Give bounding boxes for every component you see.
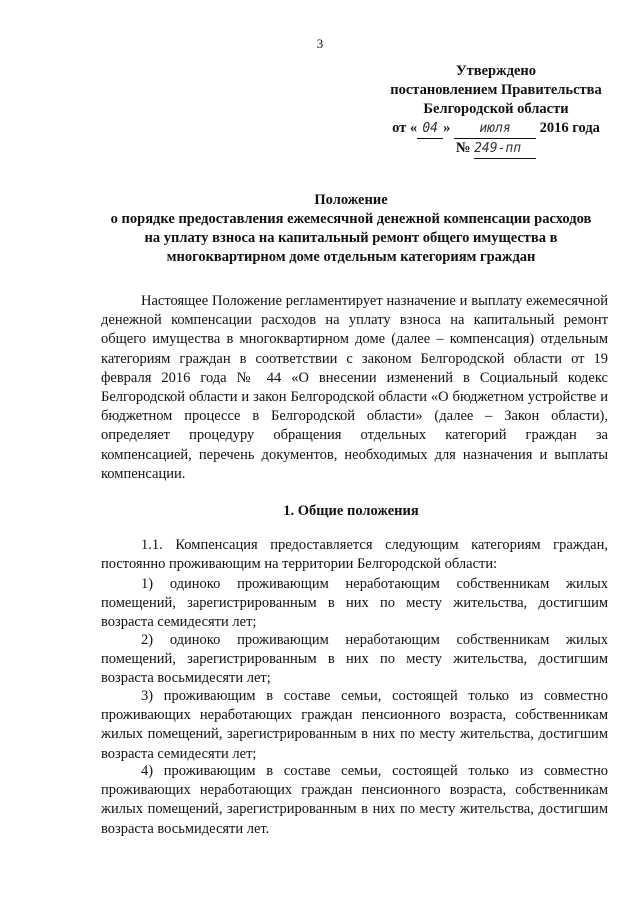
- document-title: [86, 191, 616, 267]
- page-number: 3: [316, 36, 324, 51]
- approval-date-year: 2016 года: [539, 120, 600, 136]
- approval-date-day: 04: [417, 119, 443, 139]
- approval-line-approved: Утверждено: [456, 63, 536, 79]
- list-item-3: 3) проживающим в составе семьи, состоящей только из совместно проживающих неработающих граждан пенсионного возраста, собственникам жилых помещений, зарегистрированным в них по месту жительства, достигшим возраста семидесяти лет;: [101, 688, 608, 762]
- approval-number-value: 249-пп: [474, 139, 536, 159]
- list-item-2: 2) одиноко проживающим неработающим собственникам жилых помещений, зарегистрированным в них по месту жительства, достигшим возраста восьмидесяти лет;: [101, 632, 608, 687]
- approval-line-decree: постановлением Правительства: [390, 82, 602, 98]
- section-heading-general: 1. Общие положения: [283, 503, 419, 519]
- approval-line-region: Белгородской области: [423, 101, 569, 117]
- approval-block: [376, 62, 616, 159]
- approval-date-prefix: от «: [392, 120, 418, 136]
- intro-paragraph: Настоящее Положение регламентирует назначение и выплату ежемесячной денежной компенсации расходов на уплату взноса на капитальный ремонт общего имущества в многоквартирном доме (далее – компенсация) отдельным категориям граждан в соответствии с законом Белгородской области от 19 февраля 2016 года № 44 «О внесении изменений в Социальный кодекс Белгородской области и закон Белгородской области «О бюджетном устройстве и бюджетном процессе в Белгородской области» (далее – Закон области), определяет процедуру обращения отдельных категорий граждан за компенсацией, перечень документов, необходимых для назначения и выплаты компенсации.: [101, 293, 608, 482]
- approval-date-month: июля: [454, 119, 536, 139]
- title-line-3: на уплату взноса на капитальный ремонт общего имущества в: [144, 230, 558, 246]
- clause-1-1: 1.1. Компенсация предоставляется следующим категориям граждан, постоянно проживающим на территории Белгородской области:: [101, 537, 608, 573]
- list-item-1: 1) одиноко проживающим неработающим собственникам жилых помещений, зарегистрированным в них по месту жительства, достигшим возраста семидесяти лет;: [101, 576, 608, 631]
- approval-date-mid: »: [443, 120, 451, 136]
- title-line-2: о порядке предоставления ежемесячной денежной компенсации расходов: [110, 211, 592, 227]
- approval-number-line: [376, 139, 616, 159]
- approval-date-line: [376, 119, 616, 139]
- title-line-1: Положение: [314, 192, 388, 208]
- title-line-4: многоквартирном доме отдельным категориям граждан: [166, 249, 536, 265]
- list-item-4: 4) проживающим в составе семьи, состоящей только из совместно проживающих неработающих граждан пенсионного возраста, собственникам жилых помещений, зарегистрированным в них по месту жительства, достигшим возраста восьмидесяти лет.: [101, 763, 608, 837]
- approval-number-prefix: №: [455, 140, 471, 156]
